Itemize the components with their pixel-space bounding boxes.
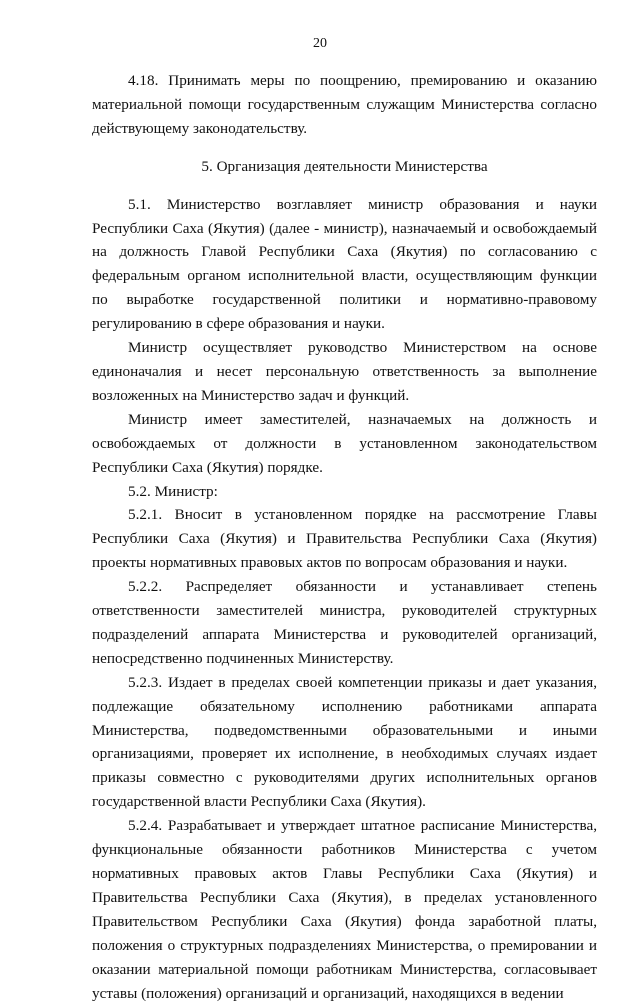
document-body bbox=[92, 69, 597, 1005]
section-heading: 5. Организация деятельности Министерства bbox=[201, 157, 488, 175]
paragraph-5-2-2: 5.2.2. Распределяет обязанности и устанавливает степень ответственности заместителей министра, руководителей структурных подразделений аппарата Министерства и руководителей организаций, непосредственно подчиненных Министерству. bbox=[92, 578, 597, 667]
paragraph-5-2: 5.2. Министр: bbox=[128, 482, 218, 500]
page-number: 20 bbox=[313, 36, 327, 51]
paragraph-4-18: 4.18. Принимать меры по поощрению, премированию и оказанию материальной помощи государственным служащим Министерства согласно действующему законодательству. bbox=[92, 72, 597, 137]
paragraph-5-2-3: 5.2.3. Издает в пределах своей компетенции приказы и дает указания, подлежащие обязательному исполнению работниками аппарата Министерства, подведомственными образовательными и иными организациями, проверяет их исполнение, в необходимых случаях издает приказы совместно с руководителями других исполнительных органов государственной власти Республики Саха (Якутия). bbox=[92, 673, 597, 811]
paragraph-5-2-4: 5.2.4. Разрабатывает и утверждает штатное расписание Министерства, функциональные обязанности работников Министерства с учетом нормативных правовых актов Главы Республики Саха (Якутия) и Правительства Республики Саха (Якутия), в пределах установленного Правительством Республики Саха (Якутия) фонда заработной платы, положения о структурных подразделениях Министерства, о премировании и оказании материальной помощи работникам Министерства, согласовывает уставы (положения) организаций и организаций, находящихся в ведении bbox=[92, 817, 597, 1002]
paragraph-5-1: 5.1. Министерство возглавляет министр образования и науки Республики Саха (Якутия) (далее - министр), назначаемый и освобождаемый на должность Главой Республики Саха (Якутия) по согласованию с федеральным органом исполнительной власти, осуществляющим функции по выработке государственной политики и нормативно-правовому регулированию в сфере образования и науки. bbox=[92, 195, 597, 333]
paragraph-minister-leadership: Министр осуществляет руководство Министерством на основе единоначалия и несет персональную ответственность за выполнение возложенных на Министерство задач и функций. bbox=[92, 339, 597, 404]
paragraph-5-2-1: 5.2.1. Вносит в установленном порядке на рассмотрение Главы Республики Саха (Якутия) и Правительства Республики Саха (Якутия) проекты нормативных правовых актов по вопросам образования и науки. bbox=[92, 506, 597, 572]
paragraph-minister-deputies: Министр имеет заместителей, назначаемых на должность и освобождаемых от должности в установленном законодательством Республики Саха (Якутия) порядке. bbox=[92, 410, 597, 476]
